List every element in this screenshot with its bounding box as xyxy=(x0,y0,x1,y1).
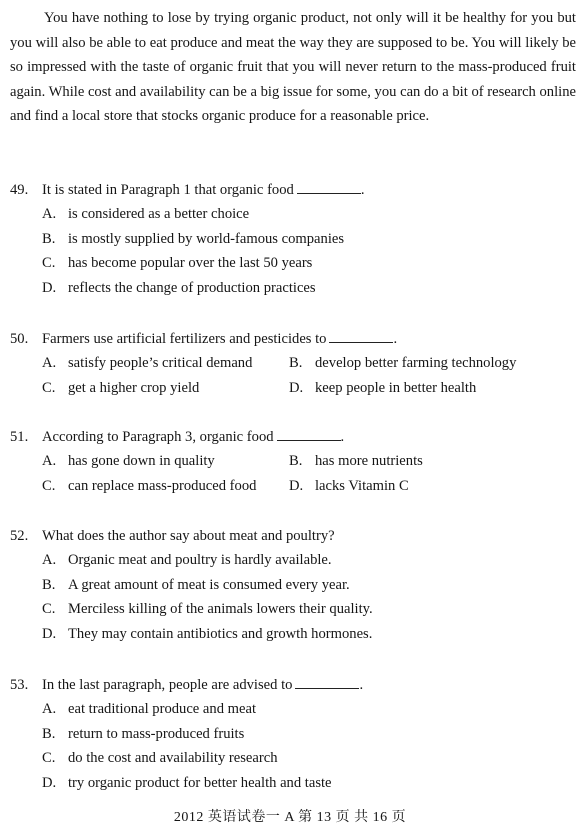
question-stem: 53. In the last paragraph, people are advised to . xyxy=(10,673,576,697)
option-row xyxy=(10,227,576,252)
question-number: 51. xyxy=(10,429,29,445)
option-b: B. return to mass-produced fruits xyxy=(42,725,245,742)
option-a: A. Organic meat and poultry is hardly available. xyxy=(42,552,332,568)
option-row xyxy=(10,276,576,301)
answer-blank xyxy=(297,180,361,194)
option-b: B. A great amount of meat is consumed every year. xyxy=(42,576,350,593)
question-number: 50. xyxy=(10,331,29,347)
option-a: A. is considered as a better choice xyxy=(42,206,250,222)
question-51 xyxy=(10,425,576,498)
option-c: C. get a higher crop yield xyxy=(42,379,200,396)
question-number: 52. xyxy=(10,528,29,544)
option-row xyxy=(10,573,576,598)
option-b: B. develop better farming technology xyxy=(289,355,517,371)
option-row xyxy=(10,697,576,722)
question-49 xyxy=(10,178,576,300)
option-row xyxy=(10,376,576,401)
option-c: C. do the cost and availability research xyxy=(42,750,278,767)
option-row xyxy=(10,771,576,796)
option-d: D. keep people in better health xyxy=(289,379,477,396)
option-row xyxy=(10,597,576,622)
option-a: A. eat traditional produce and meat xyxy=(42,701,257,717)
question-50 xyxy=(10,327,576,400)
option-row xyxy=(10,548,576,573)
option-d: D. reflects the change of production practices xyxy=(42,279,316,296)
question-text: According to Paragraph 3, organic food xyxy=(42,429,274,445)
option-row xyxy=(10,351,576,376)
option-d: D. try organic product for better health and taste xyxy=(42,774,332,791)
passage-paragraph: You have nothing to lose by trying organic product, not only will it be healthy for you but you will also be able to eat produce and meat the way they are supposed to be. You will likely be so impressed with the taste of organic fruit that you will never return to the mass-produced fruit again. While cost and availability can be a big issue for some, you can do a bit of research online and find a local store that stocks organic produce for a reasonable price. xyxy=(10,10,576,125)
page-footer: 2012 英语试卷一 A 第 13 页 共 16 页 xyxy=(173,810,407,825)
answer-blank xyxy=(329,329,393,343)
answer-blank xyxy=(277,427,341,441)
option-row xyxy=(10,722,576,747)
option-row xyxy=(10,474,576,499)
question-text: What does the author say about meat and poultry? xyxy=(42,528,335,544)
option-c: C. can replace mass-produced food xyxy=(42,477,257,494)
option-row xyxy=(10,449,576,474)
question-stem: 51. According to Paragraph 3, organic food . xyxy=(10,425,576,449)
question-stem: 49. It is stated in Paragraph 1 that organic food . xyxy=(10,178,576,202)
question-text: Farmers use artificial fertilizers and pesticides to xyxy=(42,331,327,347)
option-row xyxy=(10,622,576,647)
question-number: 53. xyxy=(10,677,29,693)
option-b: B. has more nutrients xyxy=(289,453,423,469)
option-row xyxy=(10,746,576,771)
option-row xyxy=(10,251,576,276)
question-text: It is stated in Paragraph 1 that organic food xyxy=(42,182,294,198)
option-d: D. lacks Vitamin C xyxy=(289,477,409,494)
question-52 xyxy=(10,524,576,646)
question-53 xyxy=(10,673,576,795)
option-c: C. Merciless killing of the animals lowers their quality. xyxy=(42,601,373,618)
answer-blank xyxy=(295,675,359,689)
question-stem xyxy=(10,524,576,548)
reading-passage xyxy=(10,6,576,129)
option-d: D. They may contain antibiotics and growth hormones. xyxy=(42,625,373,642)
option-b: B. is mostly supplied by world-famous companies xyxy=(42,230,345,247)
option-row xyxy=(10,202,576,227)
option-a: A. has gone down in quality xyxy=(42,453,215,469)
question-text: In the last paragraph, people are advised to xyxy=(42,677,293,693)
option-c: C. has become popular over the last 50 years xyxy=(42,255,313,272)
option-a: A. satisfy people’s critical demand xyxy=(42,355,253,371)
question-number: 49. xyxy=(10,182,29,198)
question-stem: 50. Farmers use artificial fertilizers and pesticides to . xyxy=(10,327,576,351)
